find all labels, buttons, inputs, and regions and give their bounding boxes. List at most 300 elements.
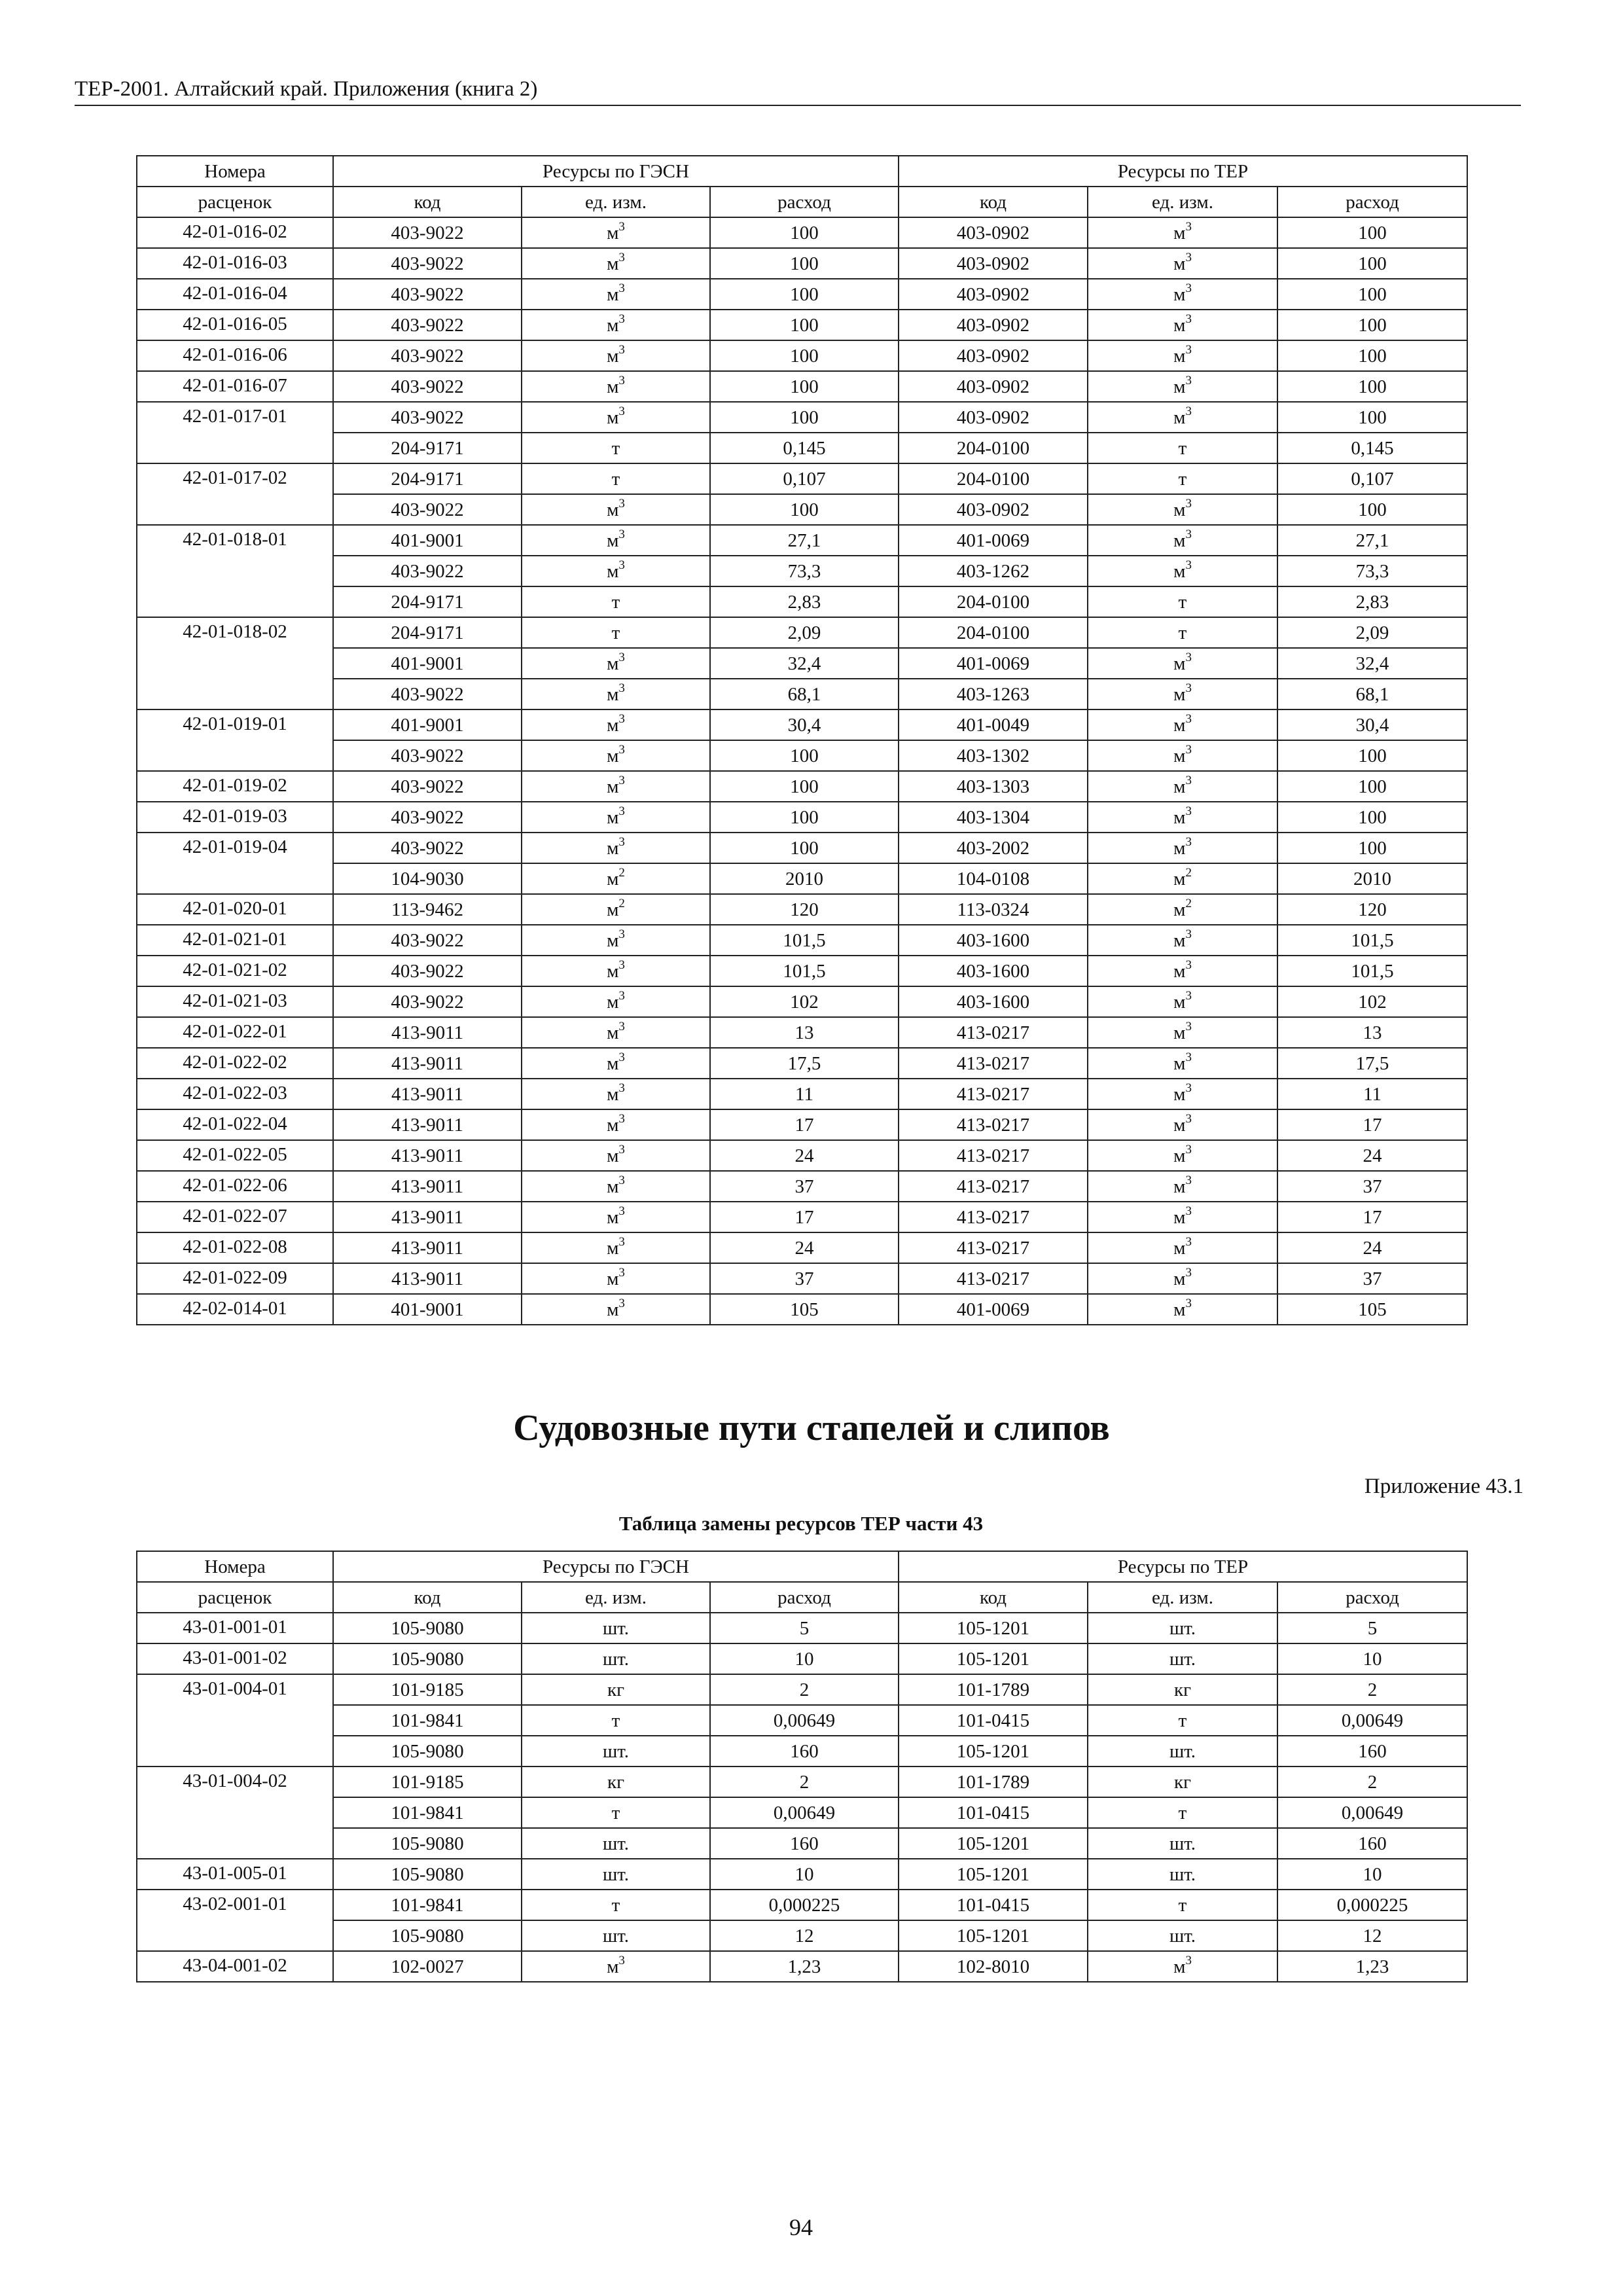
- gesn-unit-cell: $м^3$: [522, 1202, 710, 1232]
- ter-amount-cell: 10: [1277, 1643, 1467, 1674]
- unit-exponent: 3: [618, 1050, 625, 1064]
- ter-amount-cell: 24: [1277, 1232, 1467, 1263]
- table-row: [137, 1263, 1467, 1294]
- gesn-amount-cell: 101,5: [710, 956, 899, 986]
- gesn-unit-cell: $м^3$: [522, 556, 710, 586]
- gesn-code-cell: 101-9185: [333, 1674, 522, 1705]
- ter-amount-cell: 0,107: [1277, 463, 1467, 494]
- gesn-code-cell: 401-9001: [333, 1294, 522, 1325]
- ter-unit-cell: кг: [1088, 1674, 1277, 1705]
- gesn-unit-cell: т: [522, 1797, 710, 1828]
- ter-unit-cell: $м^3$: [1088, 1140, 1277, 1171]
- ter-code-cell: 413-0217: [899, 1140, 1088, 1171]
- unit-exponent: 3: [1185, 834, 1192, 849]
- gesn-code-cell: 413-9011: [333, 1109, 522, 1140]
- gesn-unit-cell: кг: [522, 1767, 710, 1797]
- gesn-code-cell: 102-0027: [333, 1951, 522, 1982]
- amount-header: расход: [1277, 1582, 1467, 1613]
- ter-unit-cell: $м^3$: [1088, 679, 1277, 709]
- ter-unit-cell: т: [1088, 586, 1277, 617]
- gesn-unit-cell: $м^3$: [522, 1294, 710, 1325]
- gesn-unit-cell: $м^3$: [522, 1017, 710, 1048]
- ter-unit-cell: $м^2$: [1088, 894, 1277, 925]
- ter-unit-cell: $м^3$: [1088, 1263, 1277, 1294]
- table-row: [137, 586, 1467, 617]
- ter-code-cell: 204-0100: [899, 617, 1088, 648]
- table-row: [137, 463, 1467, 494]
- unit-exponent: 3: [1185, 404, 1192, 418]
- gesn-amount-cell: 17: [710, 1109, 899, 1140]
- ter-amount-cell: 24: [1277, 1140, 1467, 1171]
- gesn-code-cell: 403-9022: [333, 371, 522, 402]
- gesn-amount-cell: 160: [710, 1828, 899, 1859]
- ter-unit-cell: шт.: [1088, 1736, 1277, 1767]
- rate-number-cell: 42-01-016-03: [137, 248, 333, 279]
- code-header: код: [899, 187, 1088, 217]
- rate-number-cell: 43-01-004-01: [137, 1674, 333, 1767]
- gesn-amount-cell: 37: [710, 1263, 899, 1294]
- ter-code-cell: 113-0324: [899, 894, 1088, 925]
- ter-unit-cell: $м^3$: [1088, 248, 1277, 279]
- gesn-code-cell: 413-9011: [333, 1232, 522, 1263]
- rate-number-cell: 42-01-022-06: [137, 1171, 333, 1202]
- gesn-code-cell: 204-9171: [333, 617, 522, 648]
- unit-exponent: 3: [618, 1019, 625, 1033]
- ter-code-cell: 204-0100: [899, 586, 1088, 617]
- ter-unit-cell: $м^3$: [1088, 1951, 1277, 1982]
- rate-number-header: Номера: [137, 156, 333, 187]
- ter-unit-cell: шт.: [1088, 1859, 1277, 1890]
- gesn-unit-cell: $м^3$: [522, 833, 710, 863]
- running-header: ТЕР-2001. Алтайский край. Приложения (книга 2): [75, 73, 1521, 106]
- unit-exponent: 3: [1185, 804, 1192, 818]
- ter-code-cell: 403-0902: [899, 248, 1088, 279]
- ter-code-cell: 413-0217: [899, 1079, 1088, 1109]
- unit-exponent: 3: [618, 1081, 625, 1095]
- gesn-code-cell: 403-9022: [333, 833, 522, 863]
- ter-amount-cell: 100: [1277, 740, 1467, 771]
- table-row: [137, 1171, 1467, 1202]
- gesn-unit-cell: т: [522, 1890, 710, 1920]
- ter-code-cell: 413-0217: [899, 1263, 1088, 1294]
- unit-exponent: 3: [1185, 312, 1192, 326]
- ter-amount-cell: 10: [1277, 1859, 1467, 1890]
- ter-amount-cell: 100: [1277, 279, 1467, 310]
- gesn-code-cell: 403-9022: [333, 310, 522, 340]
- ter-code-cell: 105-1201: [899, 1613, 1088, 1643]
- gesn-unit-cell: $м^3$: [522, 679, 710, 709]
- rate-number-cell: 42-01-019-04: [137, 833, 333, 894]
- unit-exponent: 3: [618, 742, 625, 757]
- ter-unit-cell: $м^3$: [1088, 1017, 1277, 1048]
- ter-amount-cell: 32,4: [1277, 648, 1467, 679]
- gesn-amount-cell: 13: [710, 1017, 899, 1048]
- unit-exponent: 3: [618, 496, 625, 511]
- ter-amount-cell: 160: [1277, 1828, 1467, 1859]
- gesn-unit-cell: $м^3$: [522, 1951, 710, 1982]
- code-header: код: [333, 1582, 522, 1613]
- table-row: [137, 340, 1467, 371]
- unit-exponent: 3: [618, 1111, 625, 1126]
- ter-unit-cell: $м^3$: [1088, 556, 1277, 586]
- unit-header: ед. изм.: [522, 1582, 710, 1613]
- gesn-unit-cell: кг: [522, 1674, 710, 1705]
- table-row: [137, 248, 1467, 279]
- ter-code-cell: 105-1201: [899, 1859, 1088, 1890]
- ter-unit-cell: $м^3$: [1088, 986, 1277, 1017]
- ter-code-cell: 105-1201: [899, 1643, 1088, 1674]
- ter-amount-cell: 100: [1277, 217, 1467, 248]
- gesn-code-cell: 413-9011: [333, 1263, 522, 1294]
- table-row: [137, 1079, 1467, 1109]
- gesn-unit-cell: $м^3$: [522, 248, 710, 279]
- gesn-unit-cell: шт.: [522, 1643, 710, 1674]
- gesn-code-cell: 101-9841: [333, 1797, 522, 1828]
- ter-amount-cell: 17,5: [1277, 1048, 1467, 1079]
- gesn-unit-cell: $м^3$: [522, 371, 710, 402]
- gesn-code-cell: 403-9022: [333, 740, 522, 771]
- gesn-amount-cell: 100: [710, 310, 899, 340]
- unit-exponent: 3: [1185, 527, 1192, 541]
- ter-code-cell: 413-0217: [899, 1017, 1088, 1048]
- code-header: код: [899, 1582, 1088, 1613]
- unit-exponent: 3: [1185, 373, 1192, 387]
- unit-exponent: 3: [1185, 1081, 1192, 1095]
- table-row: [137, 1048, 1467, 1079]
- table-row: [137, 1613, 1467, 1643]
- ter-code-cell: 401-0069: [899, 648, 1088, 679]
- gesn-amount-cell: 12: [710, 1920, 899, 1951]
- gesn-code-cell: 403-9022: [333, 925, 522, 956]
- ter-amount-cell: 11: [1277, 1079, 1467, 1109]
- unit-exponent: 3: [618, 1234, 625, 1249]
- ter-code-cell: 403-0902: [899, 279, 1088, 310]
- ter-code-cell: 403-1262: [899, 556, 1088, 586]
- unit-exponent: 3: [1185, 1111, 1192, 1126]
- unit-exponent: 3: [1185, 1050, 1192, 1064]
- gesn-code-cell: 403-9022: [333, 248, 522, 279]
- ter-code-cell: 104-0108: [899, 863, 1088, 894]
- ter-unit-cell: $м^3$: [1088, 771, 1277, 802]
- unit-exponent: 3: [1185, 773, 1192, 787]
- ter-unit-cell: $м^3$: [1088, 925, 1277, 956]
- gesn-amount-cell: 2: [710, 1674, 899, 1705]
- ter-code-cell: 403-1304: [899, 802, 1088, 833]
- unit-exponent: 3: [1185, 988, 1192, 1003]
- gesn-unit-cell: т: [522, 586, 710, 617]
- gesn-code-cell: 403-9022: [333, 802, 522, 833]
- gesn-code-cell: 413-9011: [333, 1202, 522, 1232]
- gesn-unit-cell: $м^3$: [522, 740, 710, 771]
- table-row: [137, 771, 1467, 802]
- gesn-code-cell: 101-9841: [333, 1890, 522, 1920]
- gesn-amount-cell: 100: [710, 740, 899, 771]
- ter-code-cell: 101-1789: [899, 1767, 1088, 1797]
- gesn-unit-cell: $м^2$: [522, 894, 710, 925]
- gesn-code-cell: 413-9011: [333, 1079, 522, 1109]
- gesn-unit-cell: шт.: [522, 1920, 710, 1951]
- unit-exponent: 3: [618, 1173, 625, 1187]
- unit-exponent: 3: [618, 1142, 625, 1157]
- table-row: [137, 433, 1467, 463]
- code-header: код: [333, 187, 522, 217]
- rate-number-cell: 42-01-019-01: [137, 709, 333, 771]
- ter-amount-cell: 27,1: [1277, 525, 1467, 556]
- unit-exponent: 2: [1185, 865, 1192, 880]
- gesn-unit-cell: $м^2$: [522, 863, 710, 894]
- gesn-unit-cell: $м^3$: [522, 1048, 710, 1079]
- gesn-amount-cell: 5: [710, 1613, 899, 1643]
- table-caption: Таблица замены ресурсов ТЕР части 43: [618, 1512, 984, 1535]
- resource-table-42: [136, 155, 1468, 1325]
- unit-exponent: 3: [618, 342, 625, 357]
- table-row: [137, 1797, 1467, 1828]
- ter-code-cell: 403-1600: [899, 986, 1088, 1017]
- gesn-code-cell: 101-9841: [333, 1705, 522, 1736]
- ter-amount-cell: 0,00649: [1277, 1705, 1467, 1736]
- ter-unit-cell: $м^3$: [1088, 371, 1277, 402]
- gesn-unit-cell: $м^3$: [522, 986, 710, 1017]
- ter-code-cell: 101-0415: [899, 1797, 1088, 1828]
- unit-exponent: 3: [1185, 681, 1192, 695]
- table-row: [137, 1890, 1467, 1920]
- gesn-unit-cell: $м^3$: [522, 525, 710, 556]
- ter-code-cell: 413-0217: [899, 1109, 1088, 1140]
- unit-header: ед. изм.: [522, 187, 710, 217]
- ter-amount-cell: 100: [1277, 371, 1467, 402]
- rate-number-cell: 42-01-022-09: [137, 1263, 333, 1294]
- gesn-unit-cell: $м^3$: [522, 1171, 710, 1202]
- unit-exponent: 3: [1185, 219, 1192, 234]
- rate-number-cell: 43-01-001-02: [137, 1643, 333, 1674]
- unit-exponent: 2: [618, 896, 625, 910]
- table-row: [137, 986, 1467, 1017]
- gesn-code-cell: 403-9022: [333, 402, 522, 433]
- gesn-amount-cell: 105: [710, 1294, 899, 1325]
- gesn-amount-cell: 30,4: [710, 709, 899, 740]
- gesn-unit-cell: т: [522, 617, 710, 648]
- ter-code-cell: 413-0217: [899, 1232, 1088, 1263]
- table-row: [137, 956, 1467, 986]
- unit-exponent: 3: [618, 219, 625, 234]
- gesn-amount-cell: 10: [710, 1643, 899, 1674]
- ter-amount-cell: 0,00649: [1277, 1797, 1467, 1828]
- ter-amount-cell: 68,1: [1277, 679, 1467, 709]
- ter-unit-cell: $м^3$: [1088, 1079, 1277, 1109]
- gesn-amount-cell: 2010: [710, 863, 899, 894]
- table-row: [137, 1859, 1467, 1890]
- rate-number-cell: 42-01-022-02: [137, 1048, 333, 1079]
- gesn-amount-cell: 0,107: [710, 463, 899, 494]
- section-title: Судовозные пути стапелей и слипов: [513, 1408, 1110, 1448]
- amount-header: расход: [710, 187, 899, 217]
- gesn-unit-cell: $м^3$: [522, 956, 710, 986]
- table-row: [137, 1109, 1467, 1140]
- ter-code-cell: 105-1201: [899, 1920, 1088, 1951]
- ter-unit-cell: шт.: [1088, 1920, 1277, 1951]
- ter-code-cell: 401-0069: [899, 525, 1088, 556]
- rate-number-cell: 42-01-016-07: [137, 371, 333, 402]
- unit-header: ед. изм.: [1088, 187, 1277, 217]
- unit-exponent: 3: [1185, 342, 1192, 357]
- gesn-code-cell: 403-9022: [333, 679, 522, 709]
- rate-number-cell: 42-01-016-05: [137, 310, 333, 340]
- gesn-unit-cell: т: [522, 463, 710, 494]
- gesn-code-cell: 413-9011: [333, 1171, 522, 1202]
- ter-group-header: Ресурсы по ТЕР: [899, 1551, 1467, 1582]
- ter-amount-cell: 100: [1277, 402, 1467, 433]
- rate-number-cell: 43-01-004-02: [137, 1767, 333, 1859]
- gesn-unit-cell: $м^3$: [522, 709, 710, 740]
- gesn-unit-cell: $м^3$: [522, 402, 710, 433]
- rate-number-cell: 42-01-022-08: [137, 1232, 333, 1263]
- ter-unit-cell: $м^3$: [1088, 709, 1277, 740]
- unit-exponent: 3: [618, 804, 625, 818]
- unit-exponent: 3: [1185, 1265, 1192, 1280]
- unit-exponent: 3: [1185, 1296, 1192, 1310]
- gesn-amount-cell: 0,00649: [710, 1705, 899, 1736]
- ter-unit-cell: $м^3$: [1088, 217, 1277, 248]
- gesn-code-cell: 403-9022: [333, 279, 522, 310]
- gesn-code-cell: 401-9001: [333, 525, 522, 556]
- table-row: [137, 679, 1467, 709]
- ter-amount-cell: 2010: [1277, 863, 1467, 894]
- gesn-unit-cell: шт.: [522, 1613, 710, 1643]
- ter-code-cell: 204-0100: [899, 433, 1088, 463]
- gesn-unit-cell: $м^3$: [522, 1079, 710, 1109]
- table-row: [137, 740, 1467, 771]
- table-row: [137, 402, 1467, 433]
- ter-unit-cell: $м^3$: [1088, 525, 1277, 556]
- gesn-amount-cell: 68,1: [710, 679, 899, 709]
- gesn-code-cell: 204-9171: [333, 586, 522, 617]
- ter-code-cell: 403-0902: [899, 217, 1088, 248]
- gesn-group-header: Ресурсы по ГЭСН: [333, 156, 899, 187]
- gesn-unit-cell: т: [522, 433, 710, 463]
- table-row: [137, 925, 1467, 956]
- ter-amount-cell: 17: [1277, 1109, 1467, 1140]
- ter-code-cell: 403-1302: [899, 740, 1088, 771]
- gesn-amount-cell: 10: [710, 1859, 899, 1890]
- gesn-amount-cell: 2,09: [710, 617, 899, 648]
- ter-amount-cell: 2,83: [1277, 586, 1467, 617]
- ter-amount-cell: 37: [1277, 1171, 1467, 1202]
- unit-exponent: 2: [1185, 896, 1192, 910]
- ter-code-cell: 403-0902: [899, 494, 1088, 525]
- page-number: 94: [789, 2214, 813, 2240]
- table-row: [137, 1232, 1467, 1263]
- unit-exponent: 2: [618, 865, 625, 880]
- ter-amount-cell: 17: [1277, 1202, 1467, 1232]
- gesn-group-header: Ресурсы по ГЭСН: [333, 1551, 899, 1582]
- ter-amount-cell: 160: [1277, 1736, 1467, 1767]
- table-row: [137, 648, 1467, 679]
- table-row: [137, 863, 1467, 894]
- ter-amount-cell: 100: [1277, 494, 1467, 525]
- rate-number-cell: 42-01-022-03: [137, 1079, 333, 1109]
- ter-unit-cell: т: [1088, 433, 1277, 463]
- ter-unit-cell: шт.: [1088, 1643, 1277, 1674]
- gesn-amount-cell: 0,00649: [710, 1797, 899, 1828]
- ter-unit-cell: $м^3$: [1088, 402, 1277, 433]
- gesn-amount-cell: 2,83: [710, 586, 899, 617]
- gesn-amount-cell: 24: [710, 1140, 899, 1171]
- unit-exponent: 3: [1185, 711, 1192, 726]
- gesn-code-cell: 105-9080: [333, 1736, 522, 1767]
- gesn-code-cell: 413-9011: [333, 1140, 522, 1171]
- ter-unit-cell: $м^3$: [1088, 1294, 1277, 1325]
- ter-unit-cell: т: [1088, 617, 1277, 648]
- rate-number-cell: 42-01-022-05: [137, 1140, 333, 1171]
- ter-unit-cell: шт.: [1088, 1613, 1277, 1643]
- unit-exponent: 3: [618, 250, 625, 264]
- gesn-amount-cell: 0,000225: [710, 1890, 899, 1920]
- ter-code-cell: 401-0069: [899, 1294, 1088, 1325]
- header-row: [137, 156, 1467, 187]
- ter-code-cell: 102-8010: [899, 1951, 1088, 1982]
- table-row: [137, 1828, 1467, 1859]
- rate-number-cell: 42-01-019-03: [137, 802, 333, 833]
- gesn-unit-cell: $м^3$: [522, 771, 710, 802]
- gesn-amount-cell: 11: [710, 1079, 899, 1109]
- gesn-unit-cell: $м^3$: [522, 217, 710, 248]
- ter-amount-cell: 5: [1277, 1613, 1467, 1643]
- gesn-unit-cell: $м^3$: [522, 648, 710, 679]
- table-row: [137, 217, 1467, 248]
- unit-exponent: 3: [618, 527, 625, 541]
- ter-unit-cell: $м^3$: [1088, 310, 1277, 340]
- rate-number-cell: 43-04-001-02: [137, 1951, 333, 1982]
- gesn-amount-cell: 32,4: [710, 648, 899, 679]
- ter-code-cell: 204-0100: [899, 463, 1088, 494]
- ter-code-cell: 401-0049: [899, 709, 1088, 740]
- unit-exponent: 3: [618, 650, 625, 664]
- gesn-code-cell: 413-9011: [333, 1017, 522, 1048]
- unit-exponent: 3: [1185, 650, 1192, 664]
- table-body: [137, 156, 1467, 1325]
- gesn-amount-cell: 160: [710, 1736, 899, 1767]
- ter-code-cell: 101-1789: [899, 1674, 1088, 1705]
- ter-unit-cell: $м^3$: [1088, 802, 1277, 833]
- ter-unit-cell: $м^3$: [1088, 279, 1277, 310]
- unit-exponent: 3: [618, 1204, 625, 1218]
- unit-exponent: 3: [618, 1953, 625, 1967]
- ter-amount-cell: 1,23: [1277, 1951, 1467, 1982]
- gesn-amount-cell: 73,3: [710, 556, 899, 586]
- gesn-unit-cell: шт.: [522, 1736, 710, 1767]
- ter-unit-cell: $м^3$: [1088, 1048, 1277, 1079]
- gesn-amount-cell: 17,5: [710, 1048, 899, 1079]
- ter-code-cell: 403-1600: [899, 956, 1088, 986]
- gesn-code-cell: 105-9080: [333, 1643, 522, 1674]
- ter-unit-cell: $м^3$: [1088, 1202, 1277, 1232]
- table-row: [137, 1951, 1467, 1982]
- ter-unit-cell: $м^3$: [1088, 1109, 1277, 1140]
- table-row: [137, 894, 1467, 925]
- amount-header: расход: [1277, 187, 1467, 217]
- gesn-code-cell: 401-9001: [333, 648, 522, 679]
- table-row: [137, 617, 1467, 648]
- table-row: [137, 494, 1467, 525]
- unit-exponent: 3: [618, 681, 625, 695]
- ter-amount-cell: 120: [1277, 894, 1467, 925]
- ter-code-cell: 105-1201: [899, 1736, 1088, 1767]
- ter-amount-cell: 13: [1277, 1017, 1467, 1048]
- ter-code-cell: 413-0217: [899, 1048, 1088, 1079]
- gesn-code-cell: 204-9171: [333, 463, 522, 494]
- ter-code-cell: 403-0902: [899, 340, 1088, 371]
- gesn-unit-cell: $м^3$: [522, 340, 710, 371]
